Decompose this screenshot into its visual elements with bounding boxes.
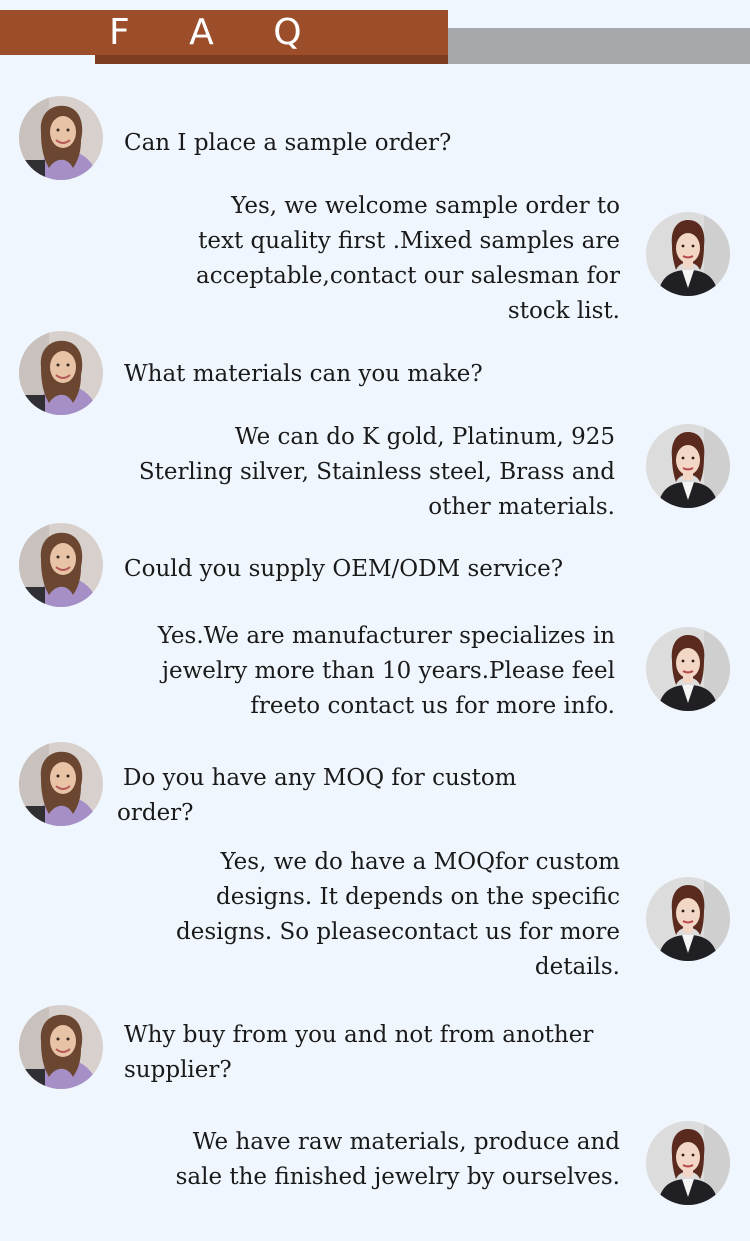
answer-line: Yes, we welcome sample order to <box>231 193 620 219</box>
answer-line: other materials. <box>428 494 615 520</box>
agent-avatar <box>646 877 730 961</box>
question-line: supplier? <box>124 1057 232 1083</box>
answer-line: designs. It depends on the specific <box>216 884 620 910</box>
answer-line: details. <box>534 954 620 980</box>
answer-line: jewelry more than 10 years.Please feel <box>161 658 615 684</box>
answer-line: acceptable,contact our salesman for <box>196 263 620 289</box>
faq-answer <box>196 189 620 329</box>
question-line: What materials can you make? <box>124 361 483 387</box>
customer-avatar <box>19 742 103 826</box>
answer-line: We have raw materials, produce and <box>192 1129 620 1155</box>
answer-line: Yes, we do have a MOQfor custom <box>220 849 620 875</box>
question-line: Do you have any MOQ for custom <box>123 765 517 791</box>
agent-avatar <box>646 424 730 508</box>
answer-line: stock list. <box>507 298 620 324</box>
agent-avatar <box>646 627 730 711</box>
faq-answer <box>176 845 620 985</box>
customer-avatar <box>19 331 103 415</box>
faq-answer <box>139 420 615 525</box>
agent-avatar <box>646 212 730 296</box>
answer-line: Yes.We are manufacturer specializes in <box>157 623 615 649</box>
customer-avatar <box>19 1005 103 1089</box>
question-line: Why buy from you and not from another <box>124 1022 594 1048</box>
answer-line: sale the finished jewelry by ourselves. <box>175 1164 620 1190</box>
faq-answer <box>158 619 615 724</box>
answer-line: Sterling silver, Stainless steel, Brass and <box>138 459 615 485</box>
customer-avatar <box>19 96 103 180</box>
answer-line: designs. So pleasecontact us for more <box>176 919 620 945</box>
faq-question <box>117 761 516 831</box>
question-line: Could you supply OEM/ODM service? <box>124 556 564 582</box>
faq-question <box>124 1018 593 1088</box>
answer-line: freeto contact us for more info. <box>250 693 615 719</box>
faq-question <box>124 552 563 587</box>
question-line: Can I place a sample order? <box>124 130 452 156</box>
faq-question <box>124 357 483 392</box>
faq-answer <box>176 1125 620 1195</box>
agent-avatar <box>646 1121 730 1205</box>
faq-title: F A Q <box>109 12 326 53</box>
question-line: order? <box>117 800 194 826</box>
answer-line: We can do K gold, Platinum, 925 <box>234 424 615 450</box>
customer-avatar <box>19 523 103 607</box>
faq-question <box>124 126 451 161</box>
answer-line: text quality first .Mixed samples are <box>198 228 620 254</box>
